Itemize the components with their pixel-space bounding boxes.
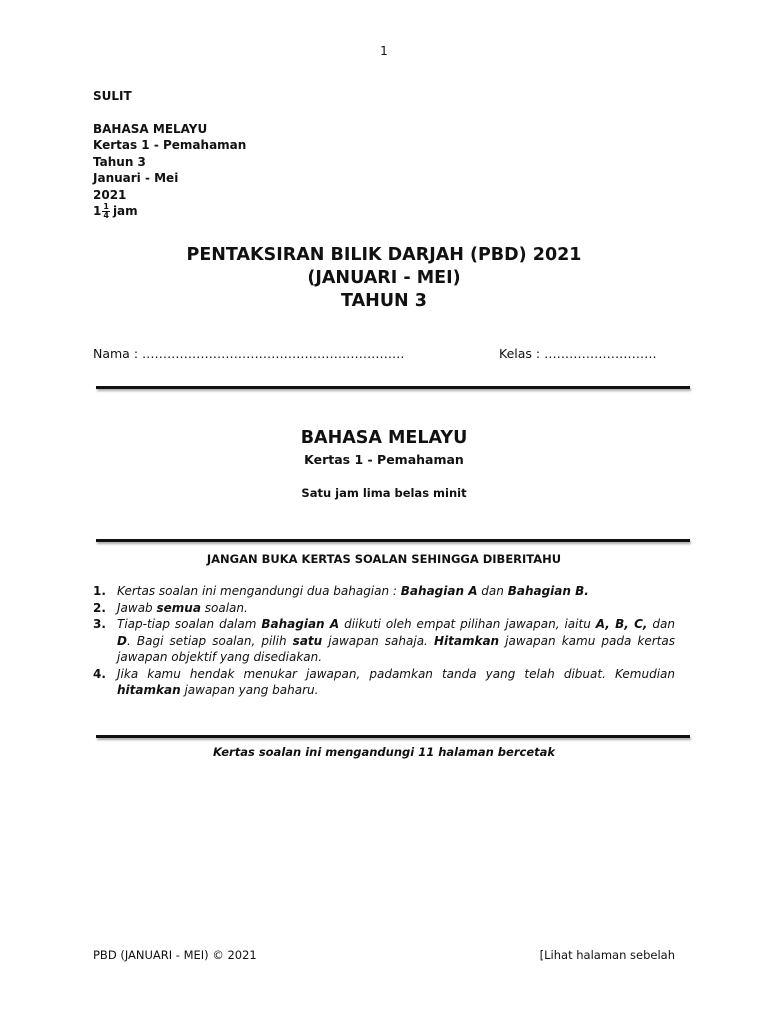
pages-note: Kertas soalan ini mengandungi 11 halaman bercetak xyxy=(212,745,556,759)
classification-label: SULIT xyxy=(93,89,132,103)
main-title-line3: TAHUN 3 xyxy=(341,291,427,311)
header-year: 2021 xyxy=(93,187,127,202)
duration-words: Satu jam lima belas minit xyxy=(301,486,467,500)
header-year-level: Tahun 3 xyxy=(93,154,146,169)
instruction-item xyxy=(93,616,675,666)
subject-title: BAHASA MELAYU xyxy=(300,428,468,448)
footer-next-page: [Lihat halaman sebelah xyxy=(539,948,675,962)
header-period: Januari - Mei xyxy=(93,171,179,185)
instruction-number: 3. xyxy=(93,617,106,631)
duration-fraction xyxy=(102,203,110,220)
duration-numerator: 1 xyxy=(103,202,109,211)
instruction-item xyxy=(93,583,675,600)
duration-whole: 1 xyxy=(93,204,102,218)
page-number: 1 xyxy=(380,44,388,58)
divider-rule xyxy=(96,386,690,389)
divider-rule xyxy=(96,735,690,738)
main-title xyxy=(0,244,768,313)
header-duration xyxy=(93,203,246,220)
instruction-item xyxy=(93,666,675,699)
warning-text: JANGAN BUKA KERTAS SOALAN SEHINGGA DIBERITAHU xyxy=(206,552,562,566)
instruction-text: Jawab semua soalan. xyxy=(117,600,248,615)
main-title-line2: (JANUARI - MEI) xyxy=(307,268,461,288)
main-title-line1: PENTAKSIRAN BILIK DARJAH (PBD) 2021 xyxy=(186,245,582,265)
duration-unit: jam xyxy=(112,204,138,218)
header-paper: Kertas 1 - Pemahaman xyxy=(93,138,247,152)
header-block xyxy=(93,88,246,220)
footer-copyright: PBD (JANUARI - MEI) © 2021 xyxy=(93,948,257,962)
subject-paper: Kertas 1 - Pemahaman xyxy=(304,452,464,467)
divider-rule xyxy=(96,539,690,542)
duration-denominator: 4 xyxy=(103,211,109,220)
class-field[interactable]: Kelas : ……………………… xyxy=(499,346,657,361)
instructions-list xyxy=(93,583,675,699)
instruction-item xyxy=(93,600,675,617)
header-subject: BAHASA MELAYU xyxy=(93,121,208,136)
instruction-text: Jika kamu hendak menukar jawapan, padamkan tanda yang telah dibuat. Kemudian hitamkan jawapan yang baharu. xyxy=(117,666,675,697)
instruction-text: Kertas soalan ini mengandungi dua bahagian : Bahagian A dan Bahagian B. xyxy=(117,584,589,598)
name-field[interactable]: Nama : ……………………………………………………… xyxy=(93,346,405,361)
instruction-text: Tiap-tiap soalan dalam Bahagian A diikuti oleh empat pilihan jawapan, iaitu A, B, C, dan D. Bagi setiap soalan, pilih satu jawapan sahaja. Hitamkan jawapan kamu pada kertas jawapan objektif yang disediakan. xyxy=(117,617,675,664)
student-fields xyxy=(93,346,683,361)
instruction-number: 1. xyxy=(93,584,106,598)
instruction-number: 4. xyxy=(93,666,106,681)
instruction-number: 2. xyxy=(93,600,106,615)
